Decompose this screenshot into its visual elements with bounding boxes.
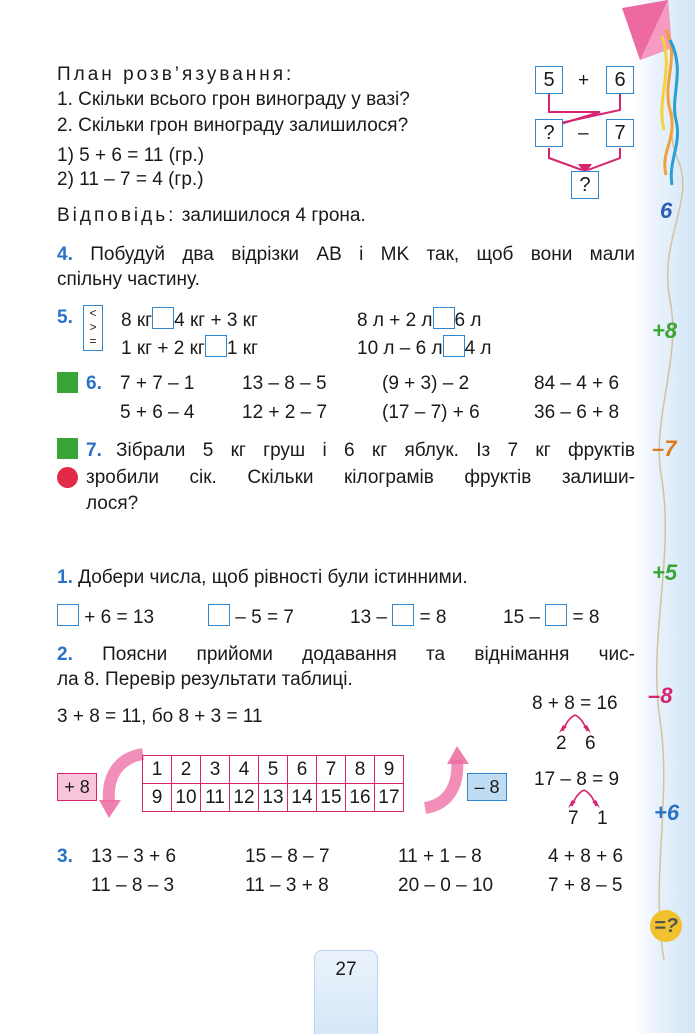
- task6-expr: 36 – 6 + 8: [534, 402, 620, 423]
- red-circle-icon: [57, 467, 78, 488]
- table-cell: 9: [143, 784, 172, 812]
- table-cell: 17: [375, 784, 404, 812]
- flow-plus: +: [578, 70, 590, 91]
- sidebar-label-4: +5: [652, 560, 678, 585]
- task5-compare-4: [357, 335, 492, 360]
- task6-expr: (17 – 7) + 6: [382, 402, 480, 423]
- ex2-line-2: ла 8. Перевір результати таблиці.: [57, 669, 353, 690]
- addition-table: [142, 755, 404, 812]
- split-arrows-icon: [553, 713, 603, 735]
- ex3-expr: 11 – 3 + 8: [245, 875, 329, 896]
- table-cell: 9: [375, 756, 404, 784]
- task7-text-2: зробили сік. Скільки кілограмів фруктів залиши-: [86, 467, 635, 488]
- page-number: 27: [335, 959, 357, 980]
- ex2-text-1: Поясни прийоми додавання та віднімання чис-: [102, 644, 635, 665]
- ex2-line-1: [57, 644, 635, 666]
- table-cell: 8: [346, 756, 375, 784]
- ex1-line: [57, 567, 468, 589]
- ex1-eq-2: [208, 604, 294, 629]
- eq-text: – 5 = 7: [235, 607, 294, 628]
- ex2-diff: 17 – 8 = 9: [534, 769, 620, 790]
- ex1-eq-4: [503, 604, 600, 629]
- split-arrows-icon: [558, 788, 608, 810]
- plan-title: План розв’язування:: [57, 64, 295, 85]
- sum-part: 2: [556, 733, 567, 754]
- table-cell: 12: [230, 784, 259, 812]
- task5-compare-1: [121, 307, 258, 332]
- answer-box[interactable]: [152, 307, 174, 329]
- flow-box-b: 6: [606, 66, 634, 94]
- page-number-tab: [314, 950, 378, 1034]
- task5-compare-2: [121, 335, 258, 360]
- task6-expr: 5 + 6 – 4: [120, 402, 195, 423]
- task4-number: 4.: [57, 244, 73, 265]
- table-cell: 7: [317, 756, 346, 784]
- ex2-example: 3 + 8 = 11, бо 8 + 3 = 11: [57, 706, 263, 727]
- task4-line-2: спільну частину.: [57, 269, 200, 290]
- ex3-expr: 11 – 8 – 3: [91, 875, 175, 896]
- compare-left: 10 л – 6 л: [357, 338, 443, 359]
- answer-box[interactable]: [443, 335, 465, 357]
- flow-minus: –: [578, 123, 589, 144]
- ex1-number: 1.: [57, 567, 73, 588]
- task6-expr: 13 – 8 – 5: [242, 373, 327, 394]
- sign-greater: >: [89, 320, 97, 334]
- compare-right: 1 кг: [226, 338, 258, 359]
- plan-answer: [57, 205, 366, 227]
- task7-line-3: лося?: [86, 493, 139, 514]
- ex3-expr: 7 + 8 – 5: [548, 875, 623, 896]
- table-cell: 6: [288, 756, 317, 784]
- table-cell: 5: [259, 756, 288, 784]
- task6-number: 6.: [86, 373, 102, 394]
- sidebar-label-6: +6: [654, 800, 680, 825]
- sidebar-label-2: +8: [652, 318, 678, 343]
- plan-step-1: 1) 5 + 6 = 11 (гр.): [57, 145, 205, 166]
- ex3-expr: 4 + 8 + 6: [548, 846, 624, 867]
- task6-expr: 7 + 7 – 1: [120, 373, 195, 394]
- compare-left: 8 л + 2 л: [357, 310, 433, 331]
- table-row-top: [143, 756, 404, 784]
- plan-question-1: 1. Скільки всього грон винограду у вазі?: [57, 89, 410, 110]
- sidebar-label-5: –8: [648, 683, 673, 708]
- eq-text: 15 –: [503, 607, 540, 628]
- table-cell: 11: [201, 784, 230, 812]
- sum-part: 6: [585, 733, 596, 754]
- plus-eight-tag: + 8: [57, 773, 97, 801]
- table-cell: 4: [230, 756, 259, 784]
- task7-number: 7.: [86, 440, 102, 461]
- task6-expr: 84 – 4 + 6: [534, 373, 620, 394]
- ex2-sum: 8 + 8 = 16: [532, 693, 618, 714]
- answer-label: Відповідь:: [57, 205, 177, 226]
- table-row-bottom: [143, 784, 404, 812]
- sidebar-label-7: =?: [650, 910, 682, 942]
- answer-box[interactable]: [433, 307, 455, 329]
- ex3-expr: 20 – 0 – 10: [398, 875, 494, 896]
- flow-box-unknown-2: ?: [571, 171, 599, 199]
- answer-box[interactable]: [205, 335, 227, 357]
- green-square-icon: [57, 372, 78, 393]
- ex3-expr: 11 + 1 – 8: [398, 846, 482, 867]
- comparison-signs-icon: [83, 305, 103, 351]
- eq-text: 13 –: [350, 607, 387, 628]
- task7-line-1: [116, 440, 635, 462]
- answer-text: залишилося 4 грона.: [181, 205, 366, 226]
- task4-line-1: [57, 244, 635, 266]
- answer-box[interactable]: [392, 604, 414, 626]
- ex1-eq-3: [350, 604, 447, 629]
- sidebar-label-3: –7: [652, 436, 677, 461]
- ex2-number: 2.: [57, 644, 73, 665]
- task6-expr: (9 + 3) – 2: [382, 373, 470, 394]
- eq-text: + 6 = 13: [84, 607, 155, 628]
- ex3-expr: 13 – 3 + 6: [91, 846, 177, 867]
- task4-text-1: Побудуй два відрізки AB і MK так, щоб вони мали: [90, 244, 635, 265]
- table-cell: 13: [259, 784, 288, 812]
- table-cell: 1: [143, 756, 172, 784]
- eq-text: = 8: [419, 607, 447, 628]
- task5-number: 5.: [57, 307, 73, 328]
- diff-part: 1: [597, 808, 608, 829]
- flow-box-a: 5: [535, 66, 563, 94]
- table-cell: 15: [317, 784, 346, 812]
- task7-text-1: Зібрали 5 кг груш і 6 кг яблук. Із 7 кг фруктів: [116, 440, 635, 461]
- compare-left: 1 кг + 2 кг: [121, 338, 205, 359]
- ex3-number: 3.: [57, 846, 73, 867]
- eq-text: = 8: [572, 607, 600, 628]
- sign-less: <: [89, 306, 97, 320]
- compare-right: 4 л: [464, 338, 492, 359]
- answer-box[interactable]: [57, 604, 79, 626]
- compare-right: 6 л: [454, 310, 482, 331]
- task5-compare-3: [357, 307, 481, 332]
- table-cell: 14: [288, 784, 317, 812]
- diff-part: 7: [568, 808, 579, 829]
- plan-question-2: 2. Скільки грон винограду залишилося?: [57, 115, 409, 136]
- table-cell: 3: [201, 756, 230, 784]
- ex1-text: Добери числа, щоб рівності були істинними.: [78, 567, 468, 588]
- plan-step-2: 2) 11 – 7 = 4 (гр.): [57, 169, 204, 190]
- answer-box[interactable]: [208, 604, 230, 626]
- sign-equal: =: [89, 334, 97, 348]
- sidebar-label-1: 6: [660, 198, 673, 223]
- task6-expr: 12 + 2 – 7: [242, 402, 328, 423]
- table-cell: 2: [172, 756, 201, 784]
- table-cell: 16: [346, 784, 375, 812]
- task7-line-2: [86, 467, 635, 489]
- green-square-icon: [57, 438, 78, 459]
- answer-box[interactable]: [545, 604, 567, 626]
- minus-eight-tag: – 8: [467, 773, 507, 801]
- ex1-eq-1: [57, 604, 154, 629]
- table-cell: 10: [172, 784, 201, 812]
- flow-box-c: 7: [606, 119, 634, 147]
- ex3-expr: 15 – 8 – 7: [245, 846, 330, 867]
- compare-right: 4 кг + 3 кг: [174, 310, 258, 331]
- flow-box-unknown-1: ?: [535, 119, 563, 147]
- compare-left: 8 кг: [121, 310, 153, 331]
